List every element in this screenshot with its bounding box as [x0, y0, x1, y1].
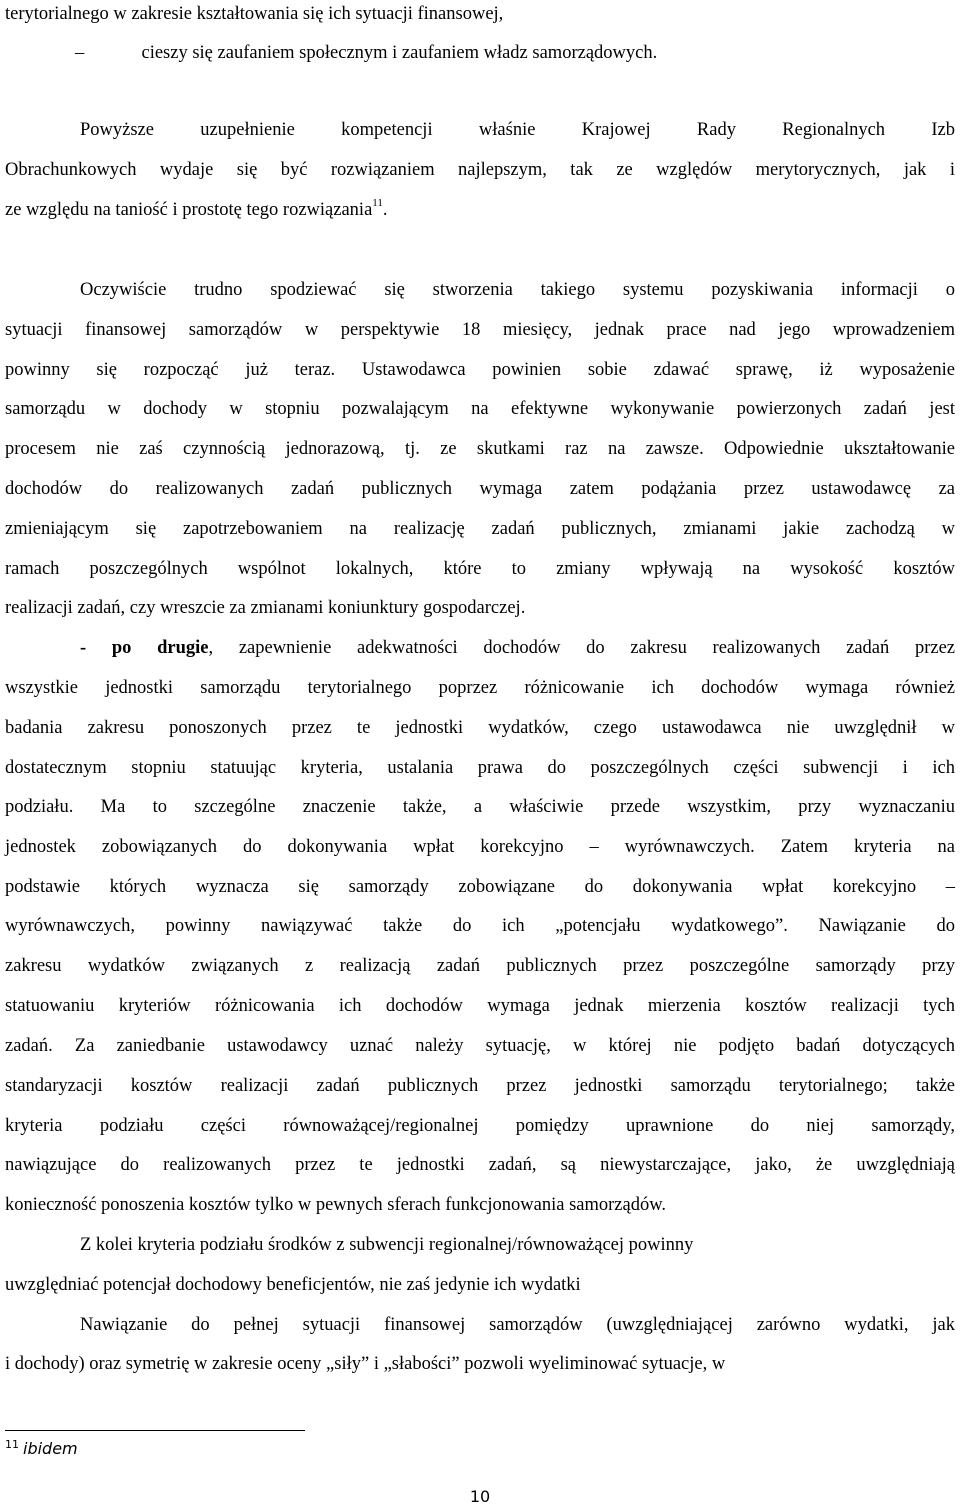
- text-line: konieczność ponoszenia kosztów tylko w pewnych sferach funkcjonowania samorządów.: [5, 1195, 666, 1215]
- text-line: Obrachunkowych wydaje się być rozwiązaniem najlepszym, tak ze względów merytorycznych, jak i: [5, 160, 955, 180]
- text-line: wyrównawczych, powinny nawiązywać także do ich „potencjału wydatkowego”. Nawiązanie do: [5, 916, 955, 936]
- text-line: zadań. Za zaniedbanie ustawodawcy uznać należy sytuację, w której nie podjęto badań dotyczących: [5, 1036, 955, 1056]
- page-number: 10: [469, 1487, 491, 1506]
- list-item-text: cieszy się zaufaniem społecznym i zaufaniem władz samorządowych.: [141, 43, 658, 63]
- text-line: dochodów do realizowanych zadań publicznych wymaga zatem podążania przez ustawodawcę za: [5, 479, 955, 499]
- paragraph-first-line: Powyższe uzupełnienie kompetencji właśnie Krajowej Rady Regionalnych Izb: [80, 120, 955, 140]
- dash-list-item: [75, 41, 875, 65]
- footnote-text: ibidem: [23, 1439, 78, 1458]
- text-line: statuowaniu kryteriów różnicowania ich dochodów wymaga jednak mierzenia kosztów realizacji tych: [5, 996, 955, 1016]
- list-dash: –: [75, 43, 85, 63]
- sentence-end: .: [382, 200, 388, 220]
- text-line: realizacji zadań, czy wreszcie za zmianami koniunktury gospodarczej.: [5, 598, 526, 618]
- text-line-with-footnote: [5, 198, 955, 222]
- text-line: podziału. Ma to szczególne znaczenie także, a właściwie przede wszystkim, przy wyznaczaniu: [5, 797, 955, 817]
- text-line: zmieniającym się zapotrzebowaniem na realizację zadań publicznych, zmianami jakie zachodzą w: [5, 519, 955, 539]
- text-line: powinny się rozpocząć już teraz. Ustawodawca powinien sobie zdawać sprawę, iż wyposażenie: [5, 360, 955, 380]
- paragraph-first-line: [80, 636, 955, 660]
- text-span: , zapewnienie adekwatności dochodów do zakresu realizowanych zadań przez: [208, 638, 955, 658]
- text-line: sytuacji finansowej samorządów w perspektywie 18 miesięcy, jednak prace nad jego wprowadzeniem: [5, 320, 955, 340]
- footnote-separator: [5, 1430, 305, 1431]
- text-span: ze względu na taniość i prostotę tego rozwiązania: [5, 200, 373, 220]
- emphasis-heading: - po drugie: [80, 638, 209, 658]
- text-line: zakresu wydatków związanych z realizacją zadań publicznych przez poszczególne samorządy przy: [5, 956, 955, 976]
- text-line: nawiązujące do realizowanych przez te jednostki zadań, są niewystarczające, jako, że uwzględniają: [5, 1155, 955, 1175]
- text-line: i dochody) oraz symetrię w zakresie oceny „siły” i „słabości” pozwoli wyeliminować sytuacje, w: [5, 1354, 726, 1374]
- text-line: samorządu w dochody w stopniu pozwalającym na efektywne wykonywanie powierzonych zadań jest: [5, 399, 955, 419]
- paragraph-first-line: Nawiązanie do pełnej sytuacji finansowej samorządów (uwzględniającej zarówno wydatki, jak: [80, 1315, 955, 1335]
- footnote-number: 11: [5, 1438, 19, 1451]
- text-line: badania zakresu ponoszonych przez te jednostki wydatków, czego ustawodawca nie uwzględnił w: [5, 718, 955, 738]
- paragraph-first-line: Oczywiście trudno spodziewać się stworzenia takiego systemu pozyskiwania informacji o: [80, 280, 955, 300]
- text-line: wszystkie jednostki samorządu terytorialnego poprzez różnicowanie ich dochodów wymaga również: [5, 678, 955, 698]
- text-line: dostatecznym stopniu statuując kryteria, ustalania prawa do poszczególnych części subwencji i ich: [5, 758, 955, 778]
- text-line: ramach poszczególnych wspólnot lokalnych, które to zmiany wpływają na wysokość kosztów: [5, 559, 955, 579]
- paragraph-first-line: Z kolei kryteria podziału środków z subwencji regionalnej/równoważącej powinny: [80, 1235, 694, 1255]
- text-line: podstawie których wyznacza się samorządy zobowiązane do dokonywania wpłat korekcyjno –: [5, 877, 955, 897]
- text-line: terytorialnego w zakresie kształtowania się ich sytuacji finansowej,: [5, 4, 504, 24]
- footnote: [5, 1438, 78, 1462]
- text-line: standaryzacji kosztów realizacji zadań publicznych przez jednostki samorządu terytorialnego; także: [5, 1076, 955, 1096]
- text-line: jednostek zobowiązanych do dokonywania wpłat korekcyjno – wyrównawczych. Zatem kryteria na: [5, 837, 955, 857]
- text-line: procesem nie zaś czynnością jednorazową, tj. ze skutkami raz na zawsze. Odpowiednie ukształtowanie: [5, 439, 955, 459]
- text-line: kryteria podziału części równoważącej/regionalnej pomiędzy uprawnione do niej samorządy,: [5, 1116, 955, 1136]
- text-line: uwzględniać potencjał dochodowy beneficjentów, nie zaś jedynie ich wydatki: [5, 1275, 581, 1295]
- footnote-reference: 11: [372, 196, 383, 209]
